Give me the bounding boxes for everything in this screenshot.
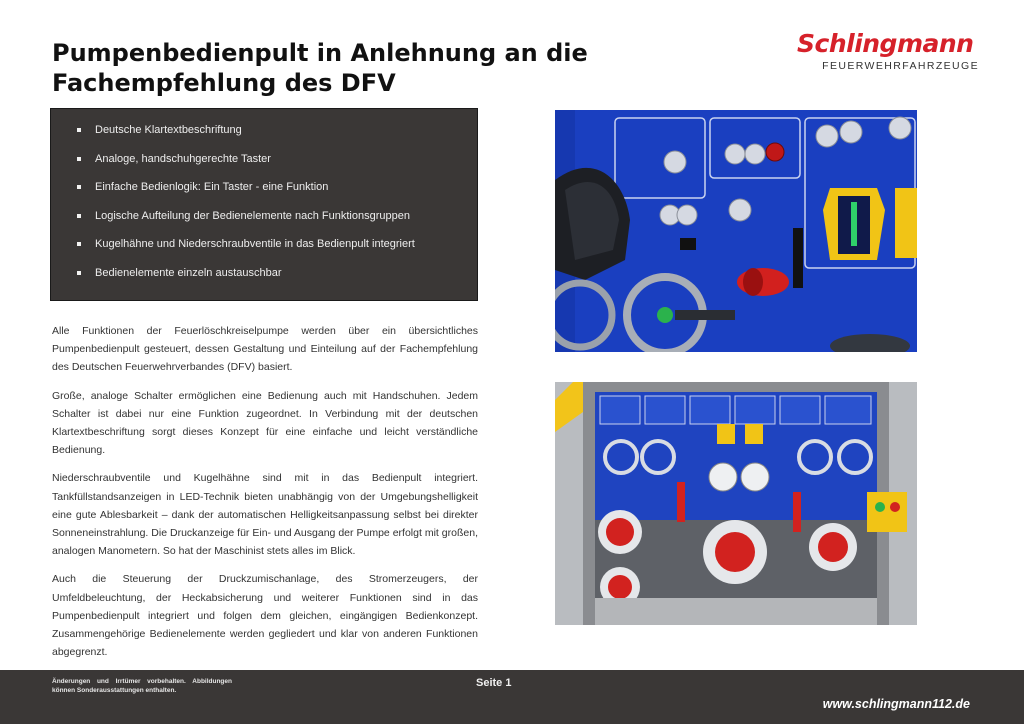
feature-item: Analoge, handschuhgerechte Taster: [77, 152, 477, 181]
feature-item: Einfache Bedienlogik: Ein Taster - eine Funktion: [77, 180, 477, 209]
feature-item: Logische Aufteilung der Bedienelemente nach Funktionsgruppen: [77, 209, 477, 238]
paragraph-control: Auch die Steuerung der Druckzumischanlage, des Stromerzeugers, der Umfeldbeleuchtung, der Heckabsicherung und weiterer Funktionen sind in das Pumpenbedienpult integriert und folgen dem gleichen, eingängigen Bedienkonzept. Zusammengehörige Bedienelemente werden gegliedert und klar von anderen Funktionen abgegrenzt.: [52, 573, 478, 659]
schlingmann-logo: [797, 30, 979, 78]
feature-item: Deutsche Klartextbeschriftung: [77, 123, 477, 152]
logo-brand: Schlingmann: [797, 29, 974, 58]
feature-item: Kugelhähne und Niederschraubventile in das Bedienpult integriert: [77, 237, 477, 266]
control-panel-closeup-photo: [555, 110, 917, 352]
paragraph-functions: Alle Funktionen der Feuerlöschkreiselpumpe werden über ein übersichtliches Pumpenbedienpult gesteuert, dessen Gestaltung und Einteilung auf der Fachempfehlung des Deutschen Feuerwehrverbandes (DFV) basiert.: [52, 325, 478, 374]
page-title-line-2: Fachempfehlung des DFV: [52, 69, 396, 97]
body-text: [52, 322, 478, 671]
feature-list: [51, 109, 477, 295]
feature-item: Bedienelemente einzeln austauschbar: [77, 266, 477, 295]
pump-panel-overview-photo: [555, 382, 917, 625]
feature-box: [50, 108, 478, 301]
footer-disclaimer: Änderungen und Irrtümer vorbehalten. Abbildungen können Sonderausstattungen enthalten.: [52, 678, 232, 694]
page-title: [52, 38, 652, 98]
paragraph-switches: Große, analoge Schalter ermöglichen eine Bedienung auch mit Handschuhen. Jedem Schalter ist dabei nur eine Funktion zugeordnet. In Verbindung mit der deutschen Klartextbeschriftung sorgt dieses Konzept für eine einfache und leicht verständliche Bedienung.: [52, 389, 478, 457]
website-link[interactable]: www.schlingmann112.de: [822, 697, 970, 711]
page-title-line-1: Pumpenbedienpult in Anlehnung an die: [52, 39, 588, 67]
logo-tagline: FEUERWEHRFAHRZEUGE: [822, 60, 979, 72]
footer: [0, 670, 1024, 724]
paragraph-valves: Niederschraubventile und Kugelhähne sind mit in das Bedienpult integriert. Tankfüllstandsanzeigen in LED-Technik bieten unabhängig von der Umgebungshelligkeit eine gute Ablesbarkeit – dank der automatischen Helligkeitsanpassung selbst bei direkter Sonneneinstrahlung. Die Druckanzeige für Ein- und Ausgang der Pumpe erfolgt mit großen, analogen Manometern. So hat der Maschinist stets alles im Blick.: [52, 472, 478, 558]
page-number: Seite 1: [476, 677, 512, 689]
